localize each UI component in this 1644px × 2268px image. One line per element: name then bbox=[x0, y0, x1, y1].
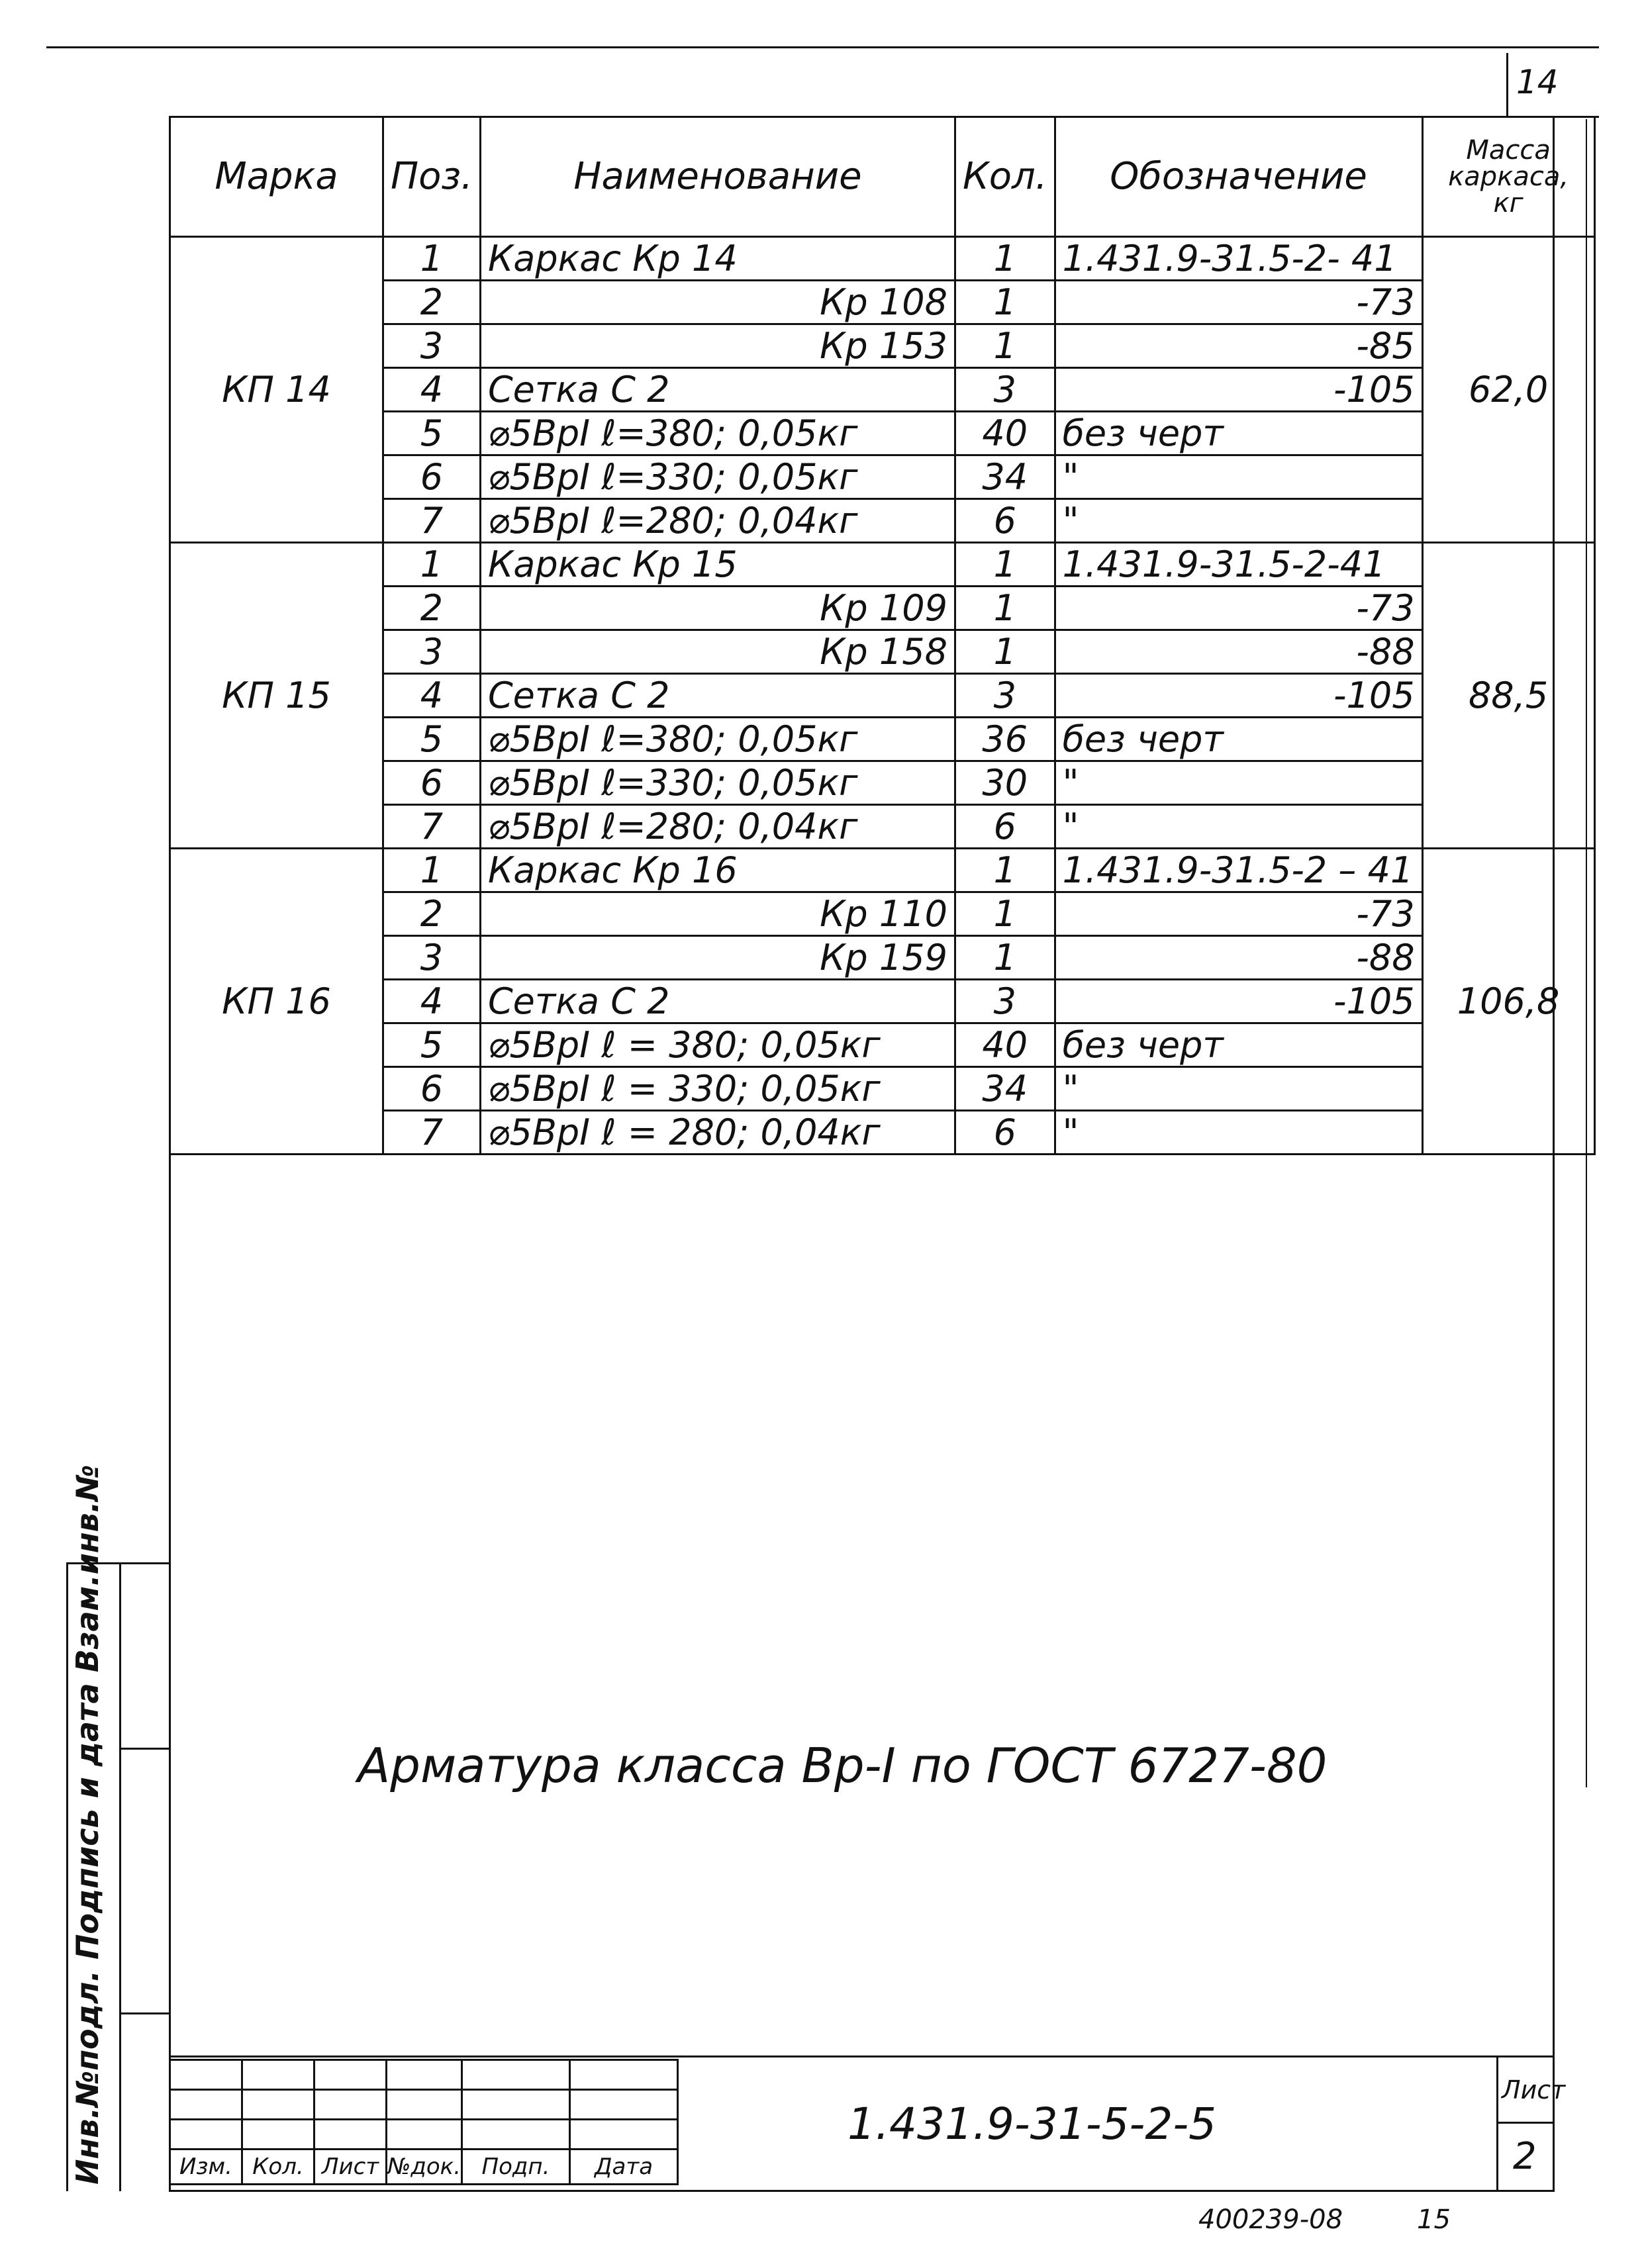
side-stamp-divider bbox=[119, 1562, 121, 2191]
table-row bbox=[170, 630, 1595, 674]
cell-designation: 1.431.9-31.5-2 – 41 bbox=[1055, 849, 1422, 892]
table-row bbox=[170, 674, 1595, 718]
cell-qty: 6 bbox=[955, 1111, 1055, 1155]
sheet-label: Лист bbox=[1502, 2075, 1566, 2104]
corner-box-left bbox=[1506, 53, 1508, 116]
sheet-corner-number: 14 bbox=[1516, 63, 1559, 101]
cell-designation: -73 bbox=[1055, 587, 1422, 630]
cell-designation: " bbox=[1055, 1067, 1422, 1111]
cell-qty: 1 bbox=[955, 936, 1055, 980]
cell-designation: 1.431.9-31.5-2- 41 bbox=[1055, 237, 1422, 281]
cell-qty: 3 bbox=[955, 368, 1055, 412]
cell-qty: 1 bbox=[955, 849, 1055, 892]
cell-pos: 7 bbox=[383, 805, 481, 849]
table-row bbox=[170, 281, 1595, 324]
footer-page: 15 bbox=[1417, 2204, 1451, 2235]
cell-qty: 36 bbox=[955, 718, 1055, 761]
cell-pos: 5 bbox=[383, 1023, 481, 1067]
table-row bbox=[170, 980, 1595, 1023]
label-kol: Кол. bbox=[242, 2150, 314, 2185]
col-header-mass: Масса каркаса, кг bbox=[1422, 117, 1594, 237]
cell-qty: 1 bbox=[955, 630, 1055, 674]
col-header-designation: Обозначение bbox=[1055, 117, 1422, 237]
cell-name: ⌀5ВрI ℓ=280; 0,04кг bbox=[480, 805, 955, 849]
cell-pos: 6 bbox=[383, 761, 481, 805]
cell-designation: без черт bbox=[1055, 1023, 1422, 1067]
cell-name: Кр 109 bbox=[480, 587, 955, 630]
frame-bottom bbox=[169, 2190, 1555, 2192]
side-stamp-tick-1 bbox=[119, 1748, 171, 1750]
cell-designation: -73 bbox=[1055, 281, 1422, 324]
cell-pos: 3 bbox=[383, 936, 481, 980]
revision-grid bbox=[169, 2059, 679, 2185]
table-row bbox=[170, 324, 1595, 368]
cell-mass: 88,5 bbox=[1422, 543, 1594, 849]
table-header-row bbox=[170, 117, 1595, 237]
cell-mark: КП 14 bbox=[170, 237, 383, 543]
table-row bbox=[170, 936, 1595, 980]
cell-pos: 6 bbox=[383, 455, 481, 499]
label-ndok: №док. bbox=[387, 2150, 462, 2185]
specification-table bbox=[169, 116, 1596, 1155]
sheet-number: 2 bbox=[1513, 2135, 1537, 2178]
side-stamp-text: Инв.№подл. Подпись и дата Взам.инв.№ bbox=[70, 1464, 105, 2185]
col-header-name: Наименование bbox=[480, 117, 955, 237]
cell-pos: 2 bbox=[383, 587, 481, 630]
table-row bbox=[170, 587, 1595, 630]
cell-qty: 34 bbox=[955, 1067, 1055, 1111]
cell-name: Кр 110 bbox=[480, 892, 955, 936]
sheet-box-left bbox=[1496, 2057, 1498, 2190]
cell-designation: -73 bbox=[1055, 892, 1422, 936]
cell-qty: 1 bbox=[955, 543, 1055, 587]
cell-qty: 34 bbox=[955, 455, 1055, 499]
cell-designation: " bbox=[1055, 455, 1422, 499]
cell-name: ⌀5ВрI ℓ=380; 0,05кг bbox=[480, 718, 955, 761]
cell-qty: 6 bbox=[955, 805, 1055, 849]
cell-designation: без черт bbox=[1055, 412, 1422, 455]
side-stamp-tick-2 bbox=[119, 2012, 171, 2014]
cell-pos: 3 bbox=[383, 630, 481, 674]
cell-name: Сетка С 2 bbox=[480, 368, 955, 412]
cell-designation: -88 bbox=[1055, 630, 1422, 674]
cell-qty: 1 bbox=[955, 892, 1055, 936]
col-header-mark: Марка bbox=[170, 117, 383, 237]
cell-designation: 1.431.9-31.5-2-41 bbox=[1055, 543, 1422, 587]
archive-number: 400239-08 bbox=[1198, 2204, 1343, 2235]
table-row bbox=[170, 1023, 1595, 1067]
cell-designation: " bbox=[1055, 761, 1422, 805]
cell-pos: 5 bbox=[383, 412, 481, 455]
cell-pos: 1 bbox=[383, 543, 481, 587]
cell-pos: 5 bbox=[383, 718, 481, 761]
cell-mass: 62,0 bbox=[1422, 237, 1594, 543]
col-header-pos: Поз. bbox=[383, 117, 481, 237]
cell-qty: 1 bbox=[955, 324, 1055, 368]
cell-name: ⌀5ВрI ℓ=330; 0,05кг bbox=[480, 761, 955, 805]
table-row bbox=[170, 499, 1595, 543]
document-code: 1.431.9-31-5-2-5 bbox=[847, 2099, 1217, 2150]
table-row bbox=[170, 805, 1595, 849]
cell-name: Каркас Кр 15 bbox=[480, 543, 955, 587]
cell-name: ⌀5ВрI ℓ=280; 0,04кг bbox=[480, 499, 955, 543]
cell-pos: 6 bbox=[383, 1067, 481, 1111]
table-row bbox=[170, 1111, 1595, 1155]
cell-pos: 1 bbox=[383, 237, 481, 281]
cell-name: ⌀5ВрI ℓ=380; 0,05кг bbox=[480, 412, 955, 455]
top-rule bbox=[46, 46, 1599, 48]
table-row bbox=[170, 412, 1595, 455]
reinforcement-note: Арматура класса Вр-I по ГОСТ 6727-80 bbox=[358, 1738, 1328, 1793]
cell-designation: " bbox=[1055, 1111, 1422, 1155]
cell-name: Кр 158 bbox=[480, 630, 955, 674]
table-row bbox=[170, 368, 1595, 412]
table-row bbox=[170, 543, 1595, 587]
label-izm: Изм. bbox=[170, 2150, 242, 2185]
cell-designation: -105 bbox=[1055, 980, 1422, 1023]
cell-name: Сетка С 2 bbox=[480, 980, 955, 1023]
cell-qty: 3 bbox=[955, 674, 1055, 718]
cell-qty: 6 bbox=[955, 499, 1055, 543]
cell-name: Каркас Кр 16 bbox=[480, 849, 955, 892]
cell-pos: 1 bbox=[383, 849, 481, 892]
cell-name: ⌀5ВрI ℓ = 380; 0,05кг bbox=[480, 1023, 955, 1067]
cell-pos: 3 bbox=[383, 324, 481, 368]
cell-pos: 2 bbox=[383, 892, 481, 936]
cell-qty: 1 bbox=[955, 237, 1055, 281]
cell-designation: -105 bbox=[1055, 674, 1422, 718]
cell-pos: 4 bbox=[383, 980, 481, 1023]
table-row bbox=[170, 455, 1595, 499]
cell-qty: 40 bbox=[955, 412, 1055, 455]
cell-pos: 7 bbox=[383, 499, 481, 543]
col-header-qty: Кол. bbox=[955, 117, 1055, 237]
cell-designation: без черт bbox=[1055, 718, 1422, 761]
cell-pos: 7 bbox=[383, 1111, 481, 1155]
cell-name: Каркас Кр 14 bbox=[480, 237, 955, 281]
cell-name: Кр 108 bbox=[480, 281, 955, 324]
table-row bbox=[170, 761, 1595, 805]
side-stamp-frame-left bbox=[66, 1562, 68, 2191]
table-row bbox=[170, 718, 1595, 761]
cell-qty: 40 bbox=[955, 1023, 1055, 1067]
table-row bbox=[170, 892, 1595, 936]
cell-qty: 30 bbox=[955, 761, 1055, 805]
cell-mark: КП 16 bbox=[170, 849, 383, 1155]
cell-name: ⌀5ВрI ℓ = 330; 0,05кг bbox=[480, 1067, 955, 1111]
cell-qty: 3 bbox=[955, 980, 1055, 1023]
cell-pos: 4 bbox=[383, 674, 481, 718]
table-row bbox=[170, 1067, 1595, 1111]
cell-name: Кр 159 bbox=[480, 936, 955, 980]
cell-pos: 4 bbox=[383, 368, 481, 412]
cell-mass: 106,8 bbox=[1422, 849, 1594, 1155]
cell-name: ⌀5ВрI ℓ=330; 0,05кг bbox=[480, 455, 955, 499]
title-block-top bbox=[169, 2055, 1555, 2057]
label-list: Лист bbox=[314, 2150, 387, 2185]
cell-mark: КП 15 bbox=[170, 543, 383, 849]
cell-name: Сетка С 2 bbox=[480, 674, 955, 718]
label-podp: Подп. bbox=[462, 2150, 570, 2185]
cell-designation: -85 bbox=[1055, 324, 1422, 368]
cell-designation: " bbox=[1055, 805, 1422, 849]
cell-qty: 1 bbox=[955, 587, 1055, 630]
cell-designation: -88 bbox=[1055, 936, 1422, 980]
sheet-box-mid bbox=[1496, 2122, 1555, 2124]
table-row bbox=[170, 849, 1595, 892]
label-data: Дата bbox=[570, 2150, 678, 2185]
cell-qty: 1 bbox=[955, 281, 1055, 324]
cell-name: ⌀5ВрI ℓ = 280; 0,04кг bbox=[480, 1111, 955, 1155]
cell-name: Кр 153 bbox=[480, 324, 955, 368]
cell-pos: 2 bbox=[383, 281, 481, 324]
cell-designation: -105 bbox=[1055, 368, 1422, 412]
table-row bbox=[170, 237, 1595, 281]
cell-designation: " bbox=[1055, 499, 1422, 543]
